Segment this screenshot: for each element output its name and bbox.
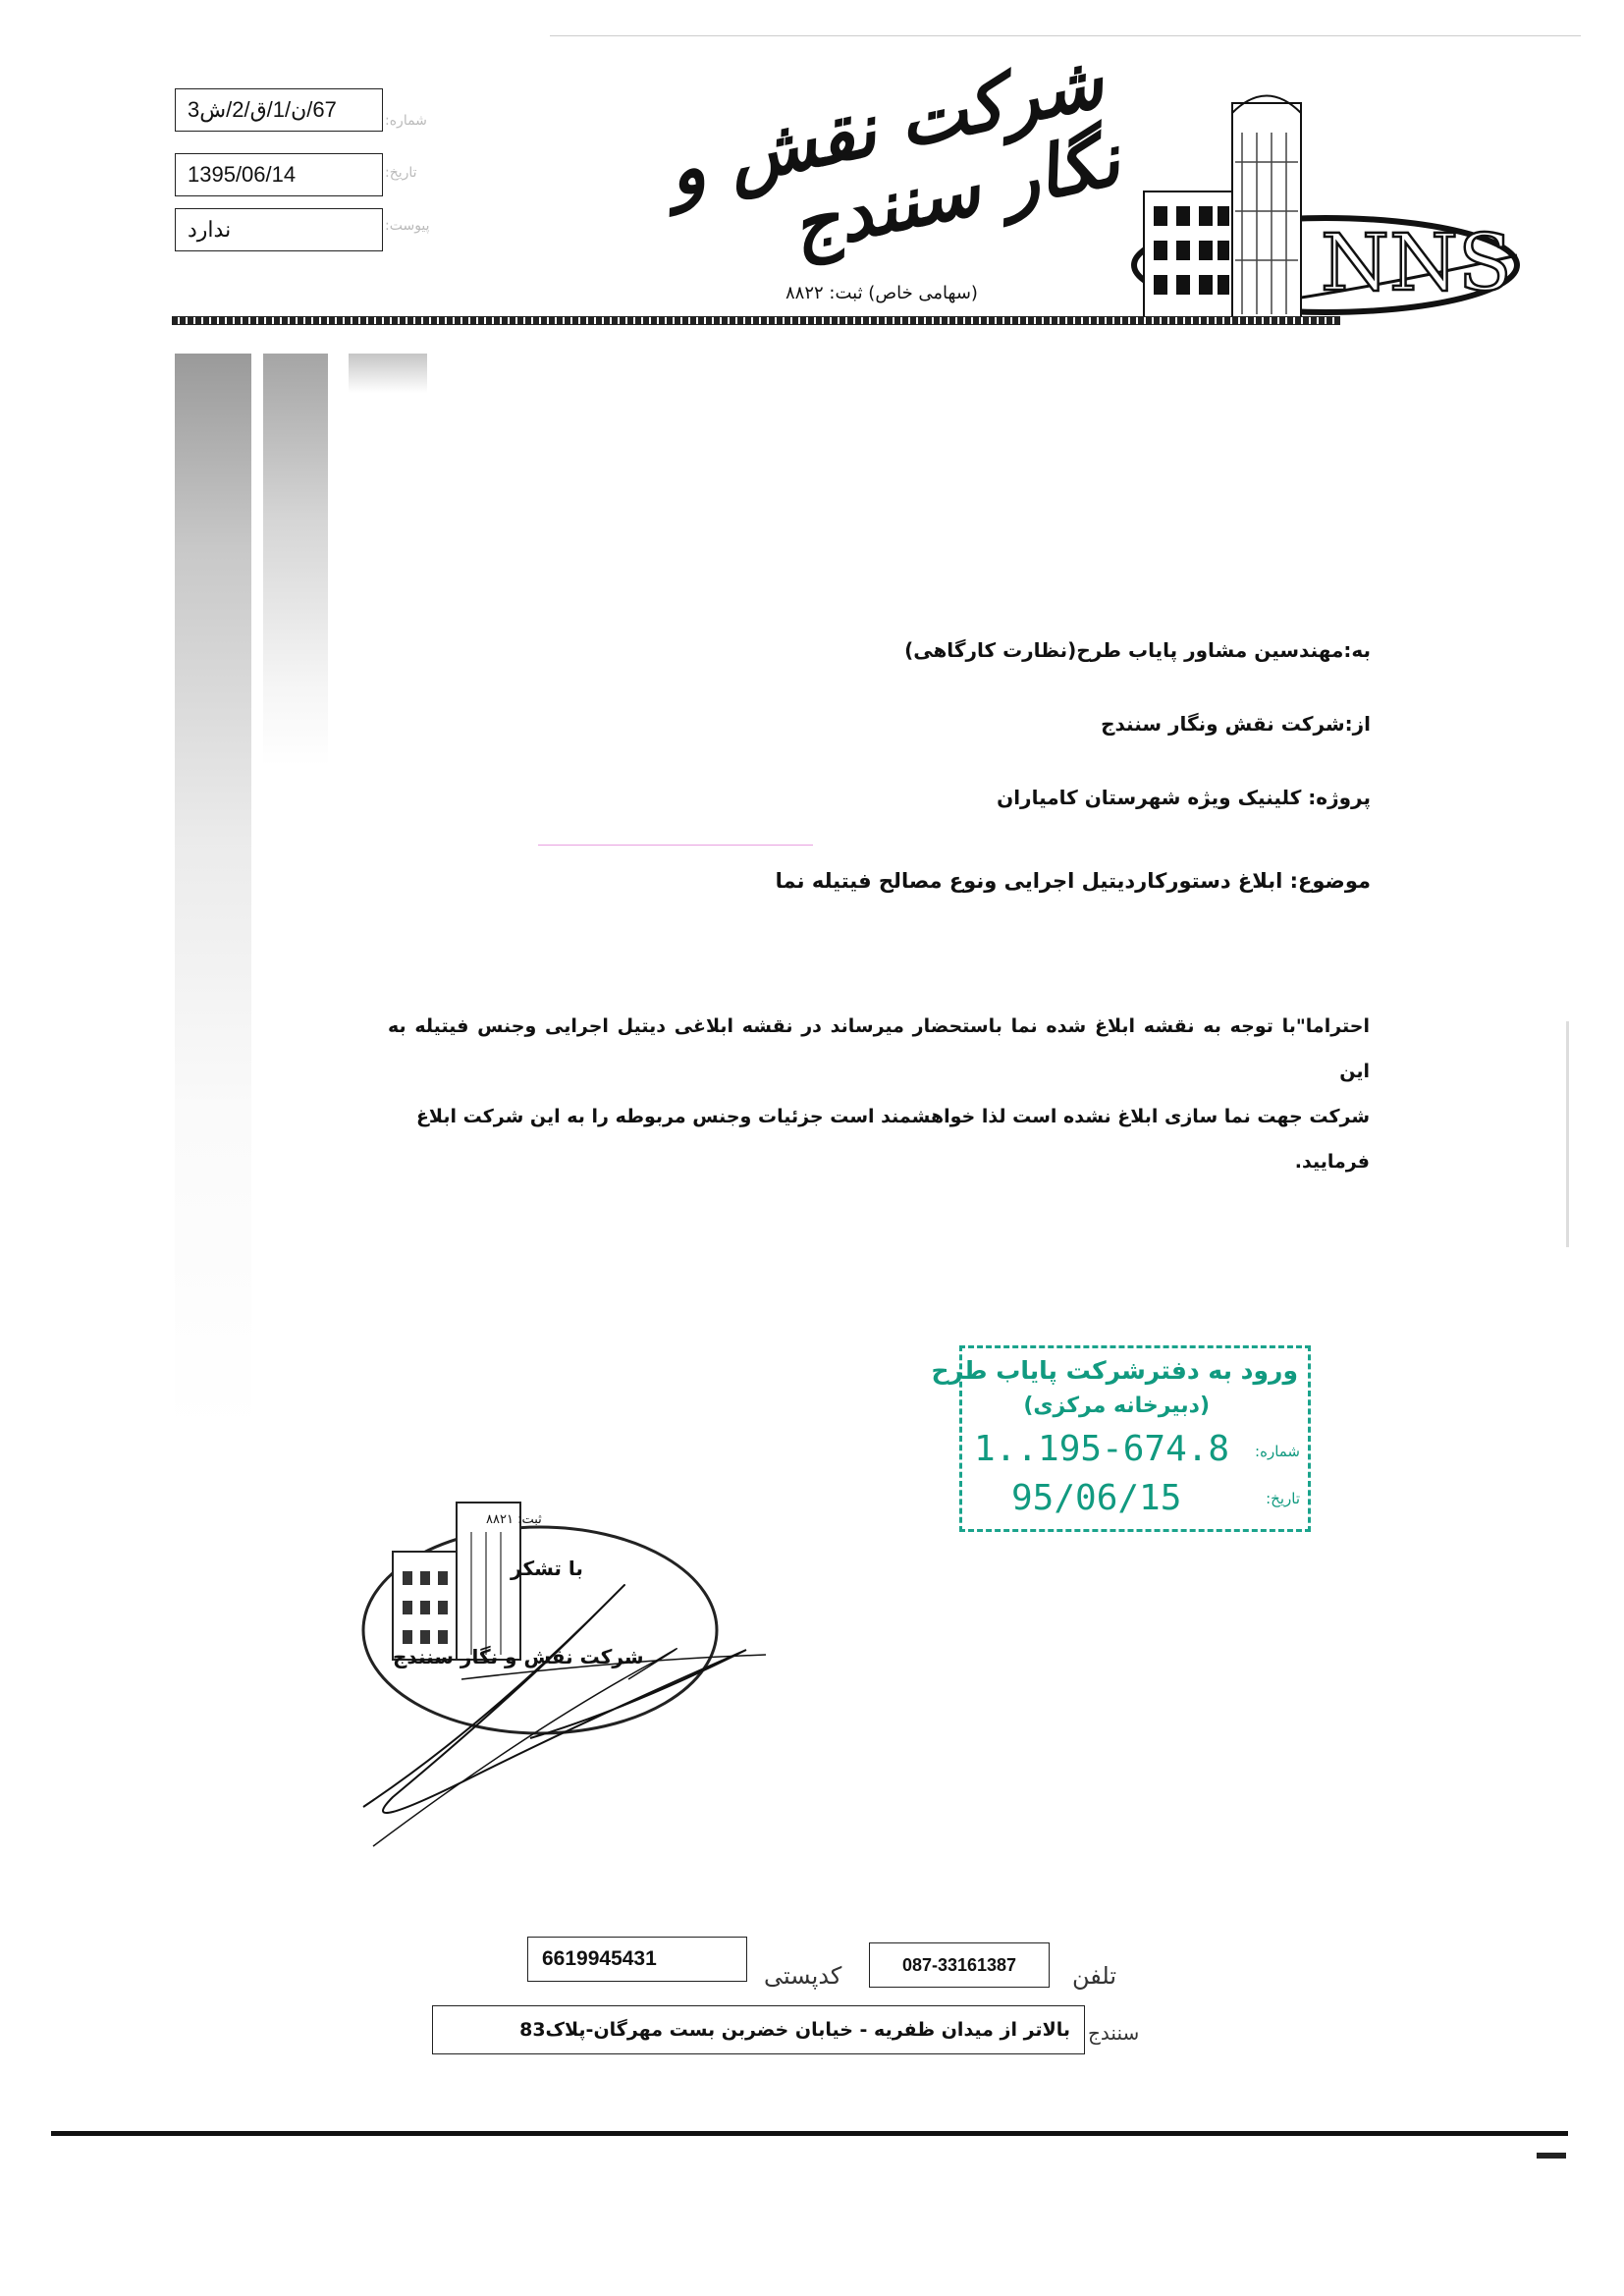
stamp-date-value: 95/06/15 bbox=[1011, 1478, 1182, 1518]
sender-line: از:شرکت نقش ونگار سنندج bbox=[1101, 712, 1371, 736]
address-value: بالاتر از میدان ظفریه - خیابان خضربن بست مهرگان-پلاک83 bbox=[519, 2019, 1070, 2041]
city-label: سنندج bbox=[1088, 2021, 1140, 2045]
company-seal bbox=[334, 1483, 795, 1915]
stamp-number-label: شماره: bbox=[1255, 1443, 1300, 1460]
footer-bottom-rule bbox=[51, 2131, 1568, 2136]
body-line-2: شرکت جهت نما سازی ابلاغ نشده است لذا خواهشمند است جزئیات وجنس مربوطه را به این شرکت ابلاغ bbox=[415, 1106, 1370, 1127]
signature-company: شرکت نقش و نگار سنندج bbox=[393, 1645, 644, 1668]
postal-code-label: کدپستی bbox=[764, 1962, 842, 1990]
letter-body-paragraph bbox=[388, 1004, 1370, 1184]
letter-attachment-value: ندارد bbox=[188, 217, 232, 242]
project-line: پروژه: کلینیک ویژه شهرستان کامیاران bbox=[997, 786, 1371, 809]
letter-attachment-label: پیوست: bbox=[385, 218, 430, 234]
recipient-line: به:مهندسین مشاور پایاب طرح(نظارت کارگاهی) bbox=[904, 638, 1371, 662]
stamp-date-label: تاریخ: bbox=[1266, 1490, 1300, 1507]
scan-edge-mark bbox=[1566, 1021, 1569, 1247]
phone-box bbox=[869, 1942, 1050, 1988]
postal-code-box bbox=[527, 1937, 747, 1982]
header-dashed-rule bbox=[172, 316, 1340, 325]
phone-label: تلفن bbox=[1072, 1962, 1117, 1990]
logo-nns-text: NNS bbox=[1321, 217, 1512, 308]
subject-line: موضوع: ابلاغ دستورکاردیتیل اجرایی ونوع مصالح فیتیله نما bbox=[775, 869, 1371, 893]
stamp-subtitle: (دبیرخانه مرکزی) bbox=[1023, 1394, 1210, 1418]
body-line-1: احتراما"با توجه به نقشه ابلاغ شده نما باستحضار میرساند در نقشه ابلاغی دیتیل اجرایی وجنس فیتیله به این bbox=[388, 1015, 1370, 1082]
decorative-gradient-bar-2 bbox=[263, 354, 328, 766]
decorative-gradient-bar-1 bbox=[175, 354, 251, 1434]
receipt-stamp bbox=[931, 1345, 1311, 1532]
letter-attachment-box bbox=[175, 208, 383, 251]
pink-marker-line bbox=[538, 845, 813, 846]
letter-date-box bbox=[175, 153, 383, 196]
phone-value: 087-33161387 bbox=[901, 1954, 1017, 1975]
letter-number-value: 67/ن/1/ق/2/ش3 bbox=[188, 97, 337, 122]
letter-number-label: شماره: bbox=[385, 113, 427, 129]
letter-date-label: تاریخ: bbox=[385, 165, 417, 181]
company-name-title: شرکت نقش و نگار سنندج bbox=[660, 39, 1127, 270]
scan-edge-mark-bottom bbox=[1537, 2153, 1566, 2159]
signature-thanks: با تشکر bbox=[511, 1557, 583, 1580]
scan-top-line bbox=[550, 35, 1581, 36]
company-logo bbox=[1129, 74, 1522, 329]
stamp-title: ورود به دفترشرکت پایاب طرح bbox=[931, 1356, 1298, 1385]
body-line-3: فرمایید. bbox=[1294, 1151, 1370, 1173]
stamp-number-value: 1..195-674.8 bbox=[974, 1429, 1230, 1469]
decorative-gradient-bar-3 bbox=[349, 354, 427, 393]
seal-registration: ثبت: ۸۸۲۱ bbox=[486, 1512, 542, 1527]
company-registration: (سهامی خاص) ثبت: ۸۸۲۲ bbox=[785, 283, 978, 303]
letter-date-value: 1395/06/14 bbox=[188, 162, 297, 187]
address-box bbox=[432, 2005, 1085, 2054]
postal-code-value: 6619945431 bbox=[542, 1947, 657, 1970]
letter-number-box bbox=[175, 88, 383, 132]
